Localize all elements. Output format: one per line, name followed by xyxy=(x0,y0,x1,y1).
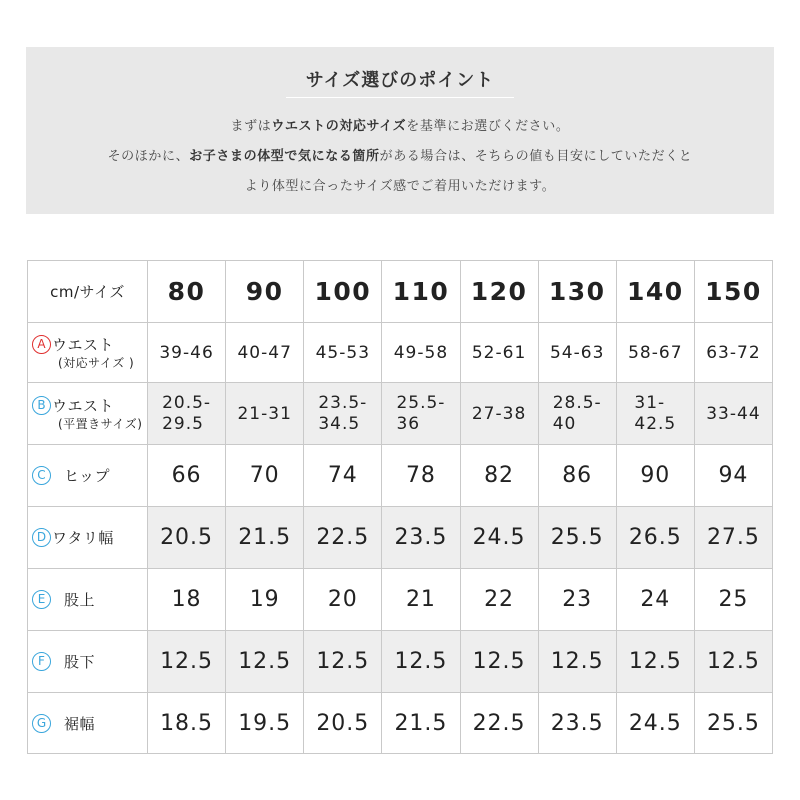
table-cell: 63-72 xyxy=(694,323,772,383)
table-cell: 20.5 xyxy=(148,507,226,569)
size-header: 120 xyxy=(460,261,538,323)
badge-e-icon: E xyxy=(32,590,51,609)
table-cell: 22.5 xyxy=(304,507,382,569)
table-cell: 27.5 xyxy=(694,507,772,569)
table-cell: 12.5 xyxy=(694,631,772,693)
size-header: 140 xyxy=(616,261,694,323)
cell-line: 23.5- xyxy=(318,392,368,413)
table-cell: 90 xyxy=(616,445,694,507)
tips-line-2 xyxy=(26,145,774,164)
table-row-rise xyxy=(28,569,773,631)
table-cell: 18 xyxy=(148,569,226,631)
cell-line: 42.5 xyxy=(634,413,677,434)
table-cell: 24.5 xyxy=(460,507,538,569)
row-label-sub: (対応サイズ ) xyxy=(58,355,135,370)
size-chart-table xyxy=(27,260,773,754)
table-cell: 74 xyxy=(304,445,382,507)
cell-line: 27-38 xyxy=(471,403,527,424)
cell-line: 31- xyxy=(634,392,666,413)
table-cell: 12.5 xyxy=(616,631,694,693)
row-label xyxy=(28,323,148,383)
tips-title-underline xyxy=(286,97,514,98)
table-cell: 26.5 xyxy=(616,507,694,569)
size-header: 100 xyxy=(304,261,382,323)
table-cell: 19.5 xyxy=(226,693,304,754)
table-cell: 94 xyxy=(694,445,772,507)
table-cell: 49-58 xyxy=(382,323,460,383)
table-cell: 22.5 xyxy=(460,693,538,754)
table-cell: 82 xyxy=(460,445,538,507)
size-header: 110 xyxy=(382,261,460,323)
table-cell: 12.5 xyxy=(460,631,538,693)
tips-text: を基準にお選びください。 xyxy=(406,119,570,134)
table-cell xyxy=(538,383,616,445)
table-cell: 21.5 xyxy=(382,693,460,754)
size-header: 150 xyxy=(694,261,772,323)
table-cell: 18.5 xyxy=(148,693,226,754)
tips-text: がある場合は、そちらの値も目安にしていただくと xyxy=(379,149,693,164)
table-cell: 19 xyxy=(226,569,304,631)
size-header: 130 xyxy=(538,261,616,323)
row-label-text: 股上 xyxy=(64,591,96,609)
row-label-text: ウエスト xyxy=(52,396,115,415)
size-header: 80 xyxy=(148,261,226,323)
table-cell: 25 xyxy=(694,569,772,631)
row-label xyxy=(28,383,148,445)
cell-line: 36 xyxy=(396,413,421,434)
cell-line: 33-44 xyxy=(706,403,761,424)
row-label-text: 股下 xyxy=(64,653,96,671)
corner-cell: cm/サイズ xyxy=(28,261,148,323)
badge-a-icon: A xyxy=(32,335,51,354)
tips-text: そのほかに、 xyxy=(107,149,190,164)
cell-line: 29.5 xyxy=(162,413,204,434)
tips-emphasis: お子さまの体型で気になる箇所 xyxy=(189,149,380,164)
badge-c-icon: C xyxy=(32,466,51,485)
size-header-row xyxy=(28,261,773,323)
table-cell: 24.5 xyxy=(616,693,694,754)
tips-text: まずは xyxy=(230,119,272,134)
table-cell: 24 xyxy=(616,569,694,631)
table-cell: 54-63 xyxy=(538,323,616,383)
badge-g-icon: G xyxy=(32,714,51,733)
badge-b-icon: B xyxy=(32,396,51,415)
cell-line: 20.5- xyxy=(162,392,212,413)
size-header: 90 xyxy=(226,261,304,323)
row-label-sub: (平置きサイズ) xyxy=(58,416,143,431)
table-cell: 45-53 xyxy=(304,323,382,383)
table-cell xyxy=(226,383,304,445)
table-cell: 23.5 xyxy=(538,693,616,754)
row-label xyxy=(28,569,148,631)
row-label-text: 裾幅 xyxy=(64,714,96,733)
table-cell: 52-61 xyxy=(460,323,538,383)
table-cell: 12.5 xyxy=(226,631,304,693)
table-cell: 21 xyxy=(382,569,460,631)
table-cell xyxy=(382,383,460,445)
table-cell: 12.5 xyxy=(382,631,460,693)
table-cell: 25.5 xyxy=(538,507,616,569)
tips-emphasis: ウエストの対応サイズ xyxy=(271,119,407,134)
table-cell: 66 xyxy=(148,445,226,507)
table-cell: 12.5 xyxy=(148,631,226,693)
table-cell: 40-47 xyxy=(226,323,304,383)
table-row-hem xyxy=(28,693,773,754)
row-label-text: ヒップ xyxy=(64,467,111,485)
size-tips-panel xyxy=(26,47,774,214)
cell-line: 21-31 xyxy=(237,403,292,424)
table-cell: 22 xyxy=(460,569,538,631)
table-row-waist-fit xyxy=(28,323,773,383)
table-cell: 12.5 xyxy=(538,631,616,693)
cell-line: 28.5- xyxy=(552,392,602,413)
table-cell: 78 xyxy=(382,445,460,507)
table-cell: 25.5 xyxy=(694,693,772,754)
table-cell: 86 xyxy=(538,445,616,507)
table-cell xyxy=(694,383,772,445)
table-cell: 23.5 xyxy=(382,507,460,569)
table-cell xyxy=(460,383,538,445)
row-label-text: ワタリ幅 xyxy=(52,529,114,547)
badge-f-icon: F xyxy=(32,652,51,671)
table-cell: 58-67 xyxy=(616,323,694,383)
table-row-inseam xyxy=(28,631,773,693)
table-row-waist-flat xyxy=(28,383,773,445)
cell-line: 34.5 xyxy=(318,413,361,434)
row-label xyxy=(28,445,148,507)
table-cell xyxy=(148,383,226,445)
row-label xyxy=(28,507,148,569)
table-row-hip xyxy=(28,445,773,507)
tips-line-1 xyxy=(26,115,774,134)
table-row-thigh xyxy=(28,507,773,569)
table-cell: 23 xyxy=(538,569,616,631)
table-cell: 70 xyxy=(226,445,304,507)
table-cell: 12.5 xyxy=(304,631,382,693)
row-label xyxy=(28,693,148,754)
table-cell xyxy=(616,383,694,445)
table-cell: 21.5 xyxy=(226,507,304,569)
cell-line: 40 xyxy=(552,413,577,434)
tips-line-3: より体型に合ったサイズ感でご着用いただけます。 xyxy=(244,179,556,194)
tips-title: サイズ選びのポイント xyxy=(305,70,495,91)
cell-line: 25.5- xyxy=(396,392,446,413)
table-cell xyxy=(304,383,382,445)
row-label xyxy=(28,631,148,693)
badge-d-icon: D xyxy=(32,528,51,547)
table-cell: 20.5 xyxy=(304,693,382,754)
table-cell: 39-46 xyxy=(148,323,226,383)
row-label-text: ウエスト xyxy=(52,335,115,354)
table-cell: 20 xyxy=(304,569,382,631)
